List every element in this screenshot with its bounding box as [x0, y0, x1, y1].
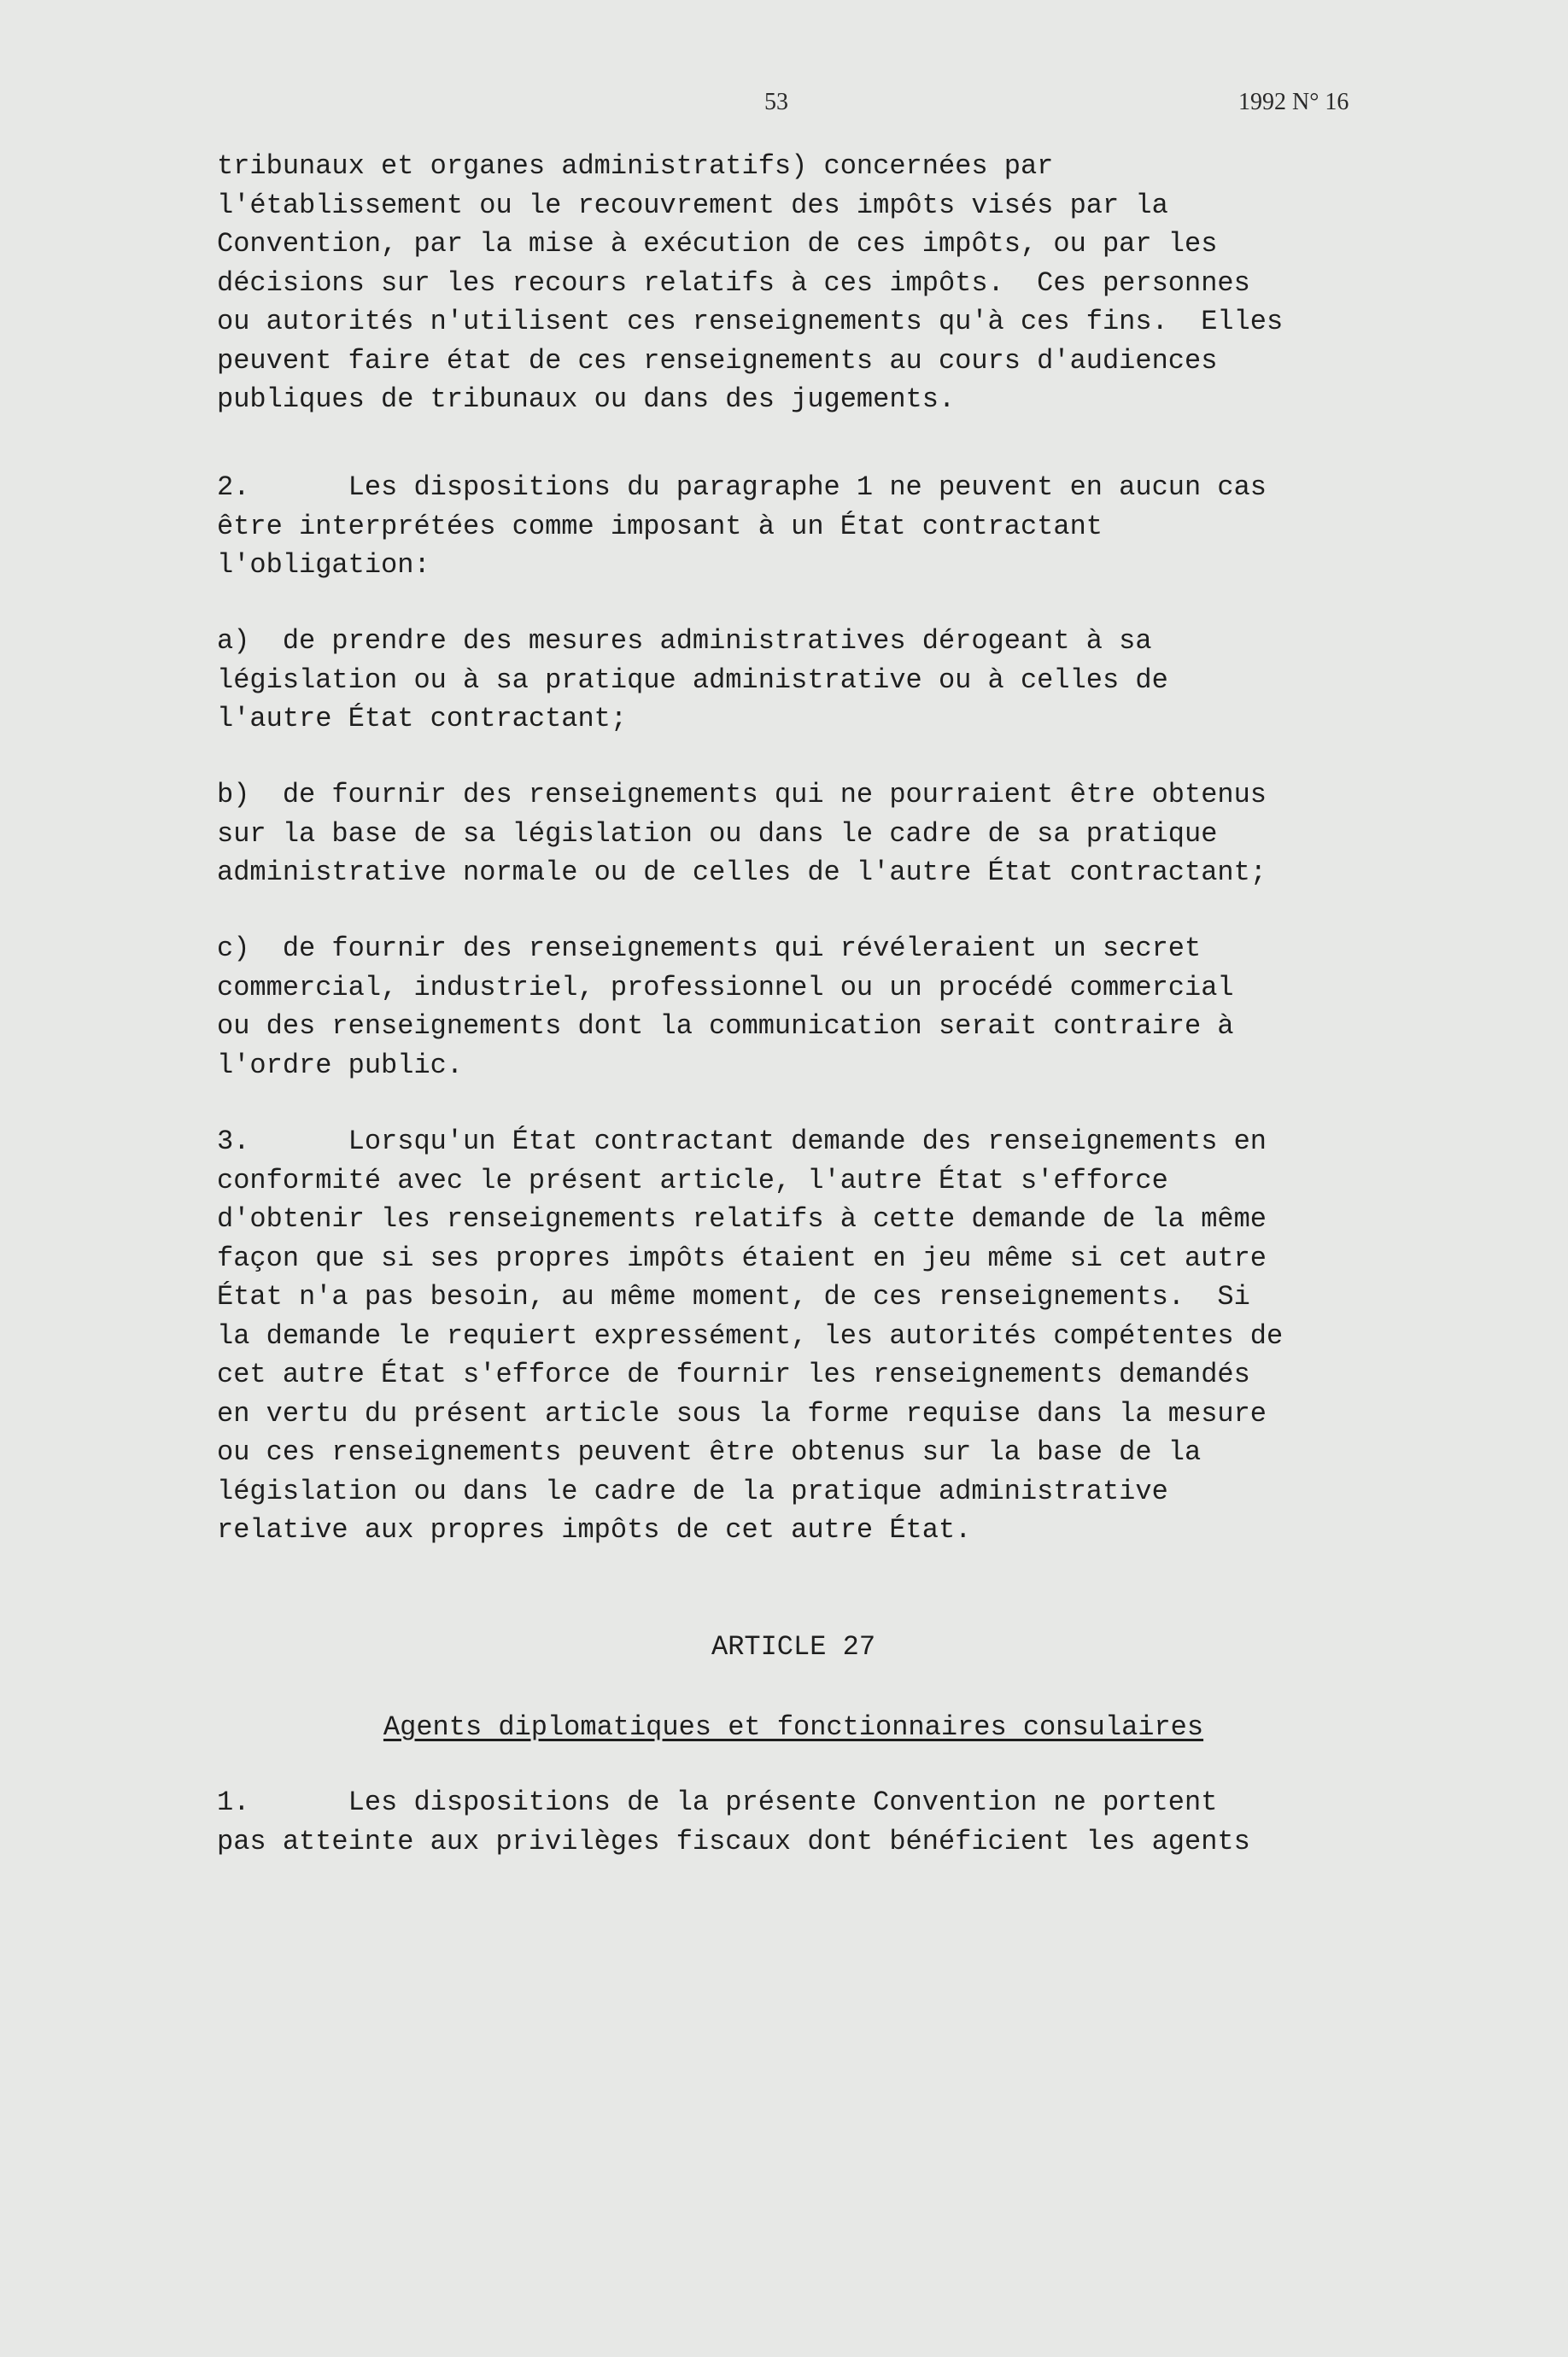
paragraph-3: 3. Lorsqu'un État contractant demande des renseignements en conformité avec le présent article, l'autre État s'efforce d'obtenir les renseignements relatifs à cette demande de la même façon que si ses propres impôts étaient en jeu même si cet autre État n'a pas besoin, au même moment, de ces renseignements. Si la demande le requiert expressément, les autorités compétentes de cet autre État s'efforce de fournir les renseignements demandés en vertu du présent article sous la forme requise dans la mesure ou ces renseignements peuvent être obtenus sur la base de la législation ou dans le cadre de la pratique administrative relative aux propres impôts de cet autre État.	[217, 1126, 1284, 1546]
article-heading: ARTICLE 27	[711, 1631, 876, 1663]
paragraph-2b: b) de fournir des renseignements qui ne pourraient être obtenus sur la base de sa législation ou dans le cadre de sa pratique administrative normale ou de celles de l'autre État contractant;	[217, 779, 1267, 888]
paragraph-continuation: tribunaux et organes administratifs) concernées par l'établissement ou le recouvrement des impôts visés par la Convention, par la mise à exécution de ces impôts, ou par les décisions sur les recours relatifs à ces impôts. Ces personnes ou autorités n'utilisent ces renseignements qu'à ces fins. Elles peuvent faire état de ces renseignements au cours d'audiences publiques de tribunaux ou dans des jugements.	[217, 150, 1284, 415]
page-number: 53	[764, 89, 788, 115]
article-title: Agents diplomatiques et fonctionnaires consulaires	[383, 1711, 1204, 1743]
paragraph-2: 2. Les dispositions du paragraphe 1 ne peuvent en aucun cas être interprétées comme imposant à un État contractant l'obligation:	[217, 471, 1267, 581]
article-27-paragraph-1: 1. Les dispositions de la présente Convention ne portent pas atteinte aux privilèges fiscaux dont bénéficient les agents	[217, 1787, 1250, 1857]
document-reference: 1992 N° 16	[1238, 89, 1349, 115]
paragraph-2a: a) de prendre des mesures administratives dérogeant à sa législation ou à sa pratique administrative ou à celles de l'autre État contractant;	[217, 625, 1168, 734]
paragraph-2c: c) de fournir des renseignements qui révéleraient un secret commercial, industriel, professionnel ou un procédé commercial ou des renseignements dont la communication serait contraire à l'ordre public.	[217, 933, 1234, 1081]
